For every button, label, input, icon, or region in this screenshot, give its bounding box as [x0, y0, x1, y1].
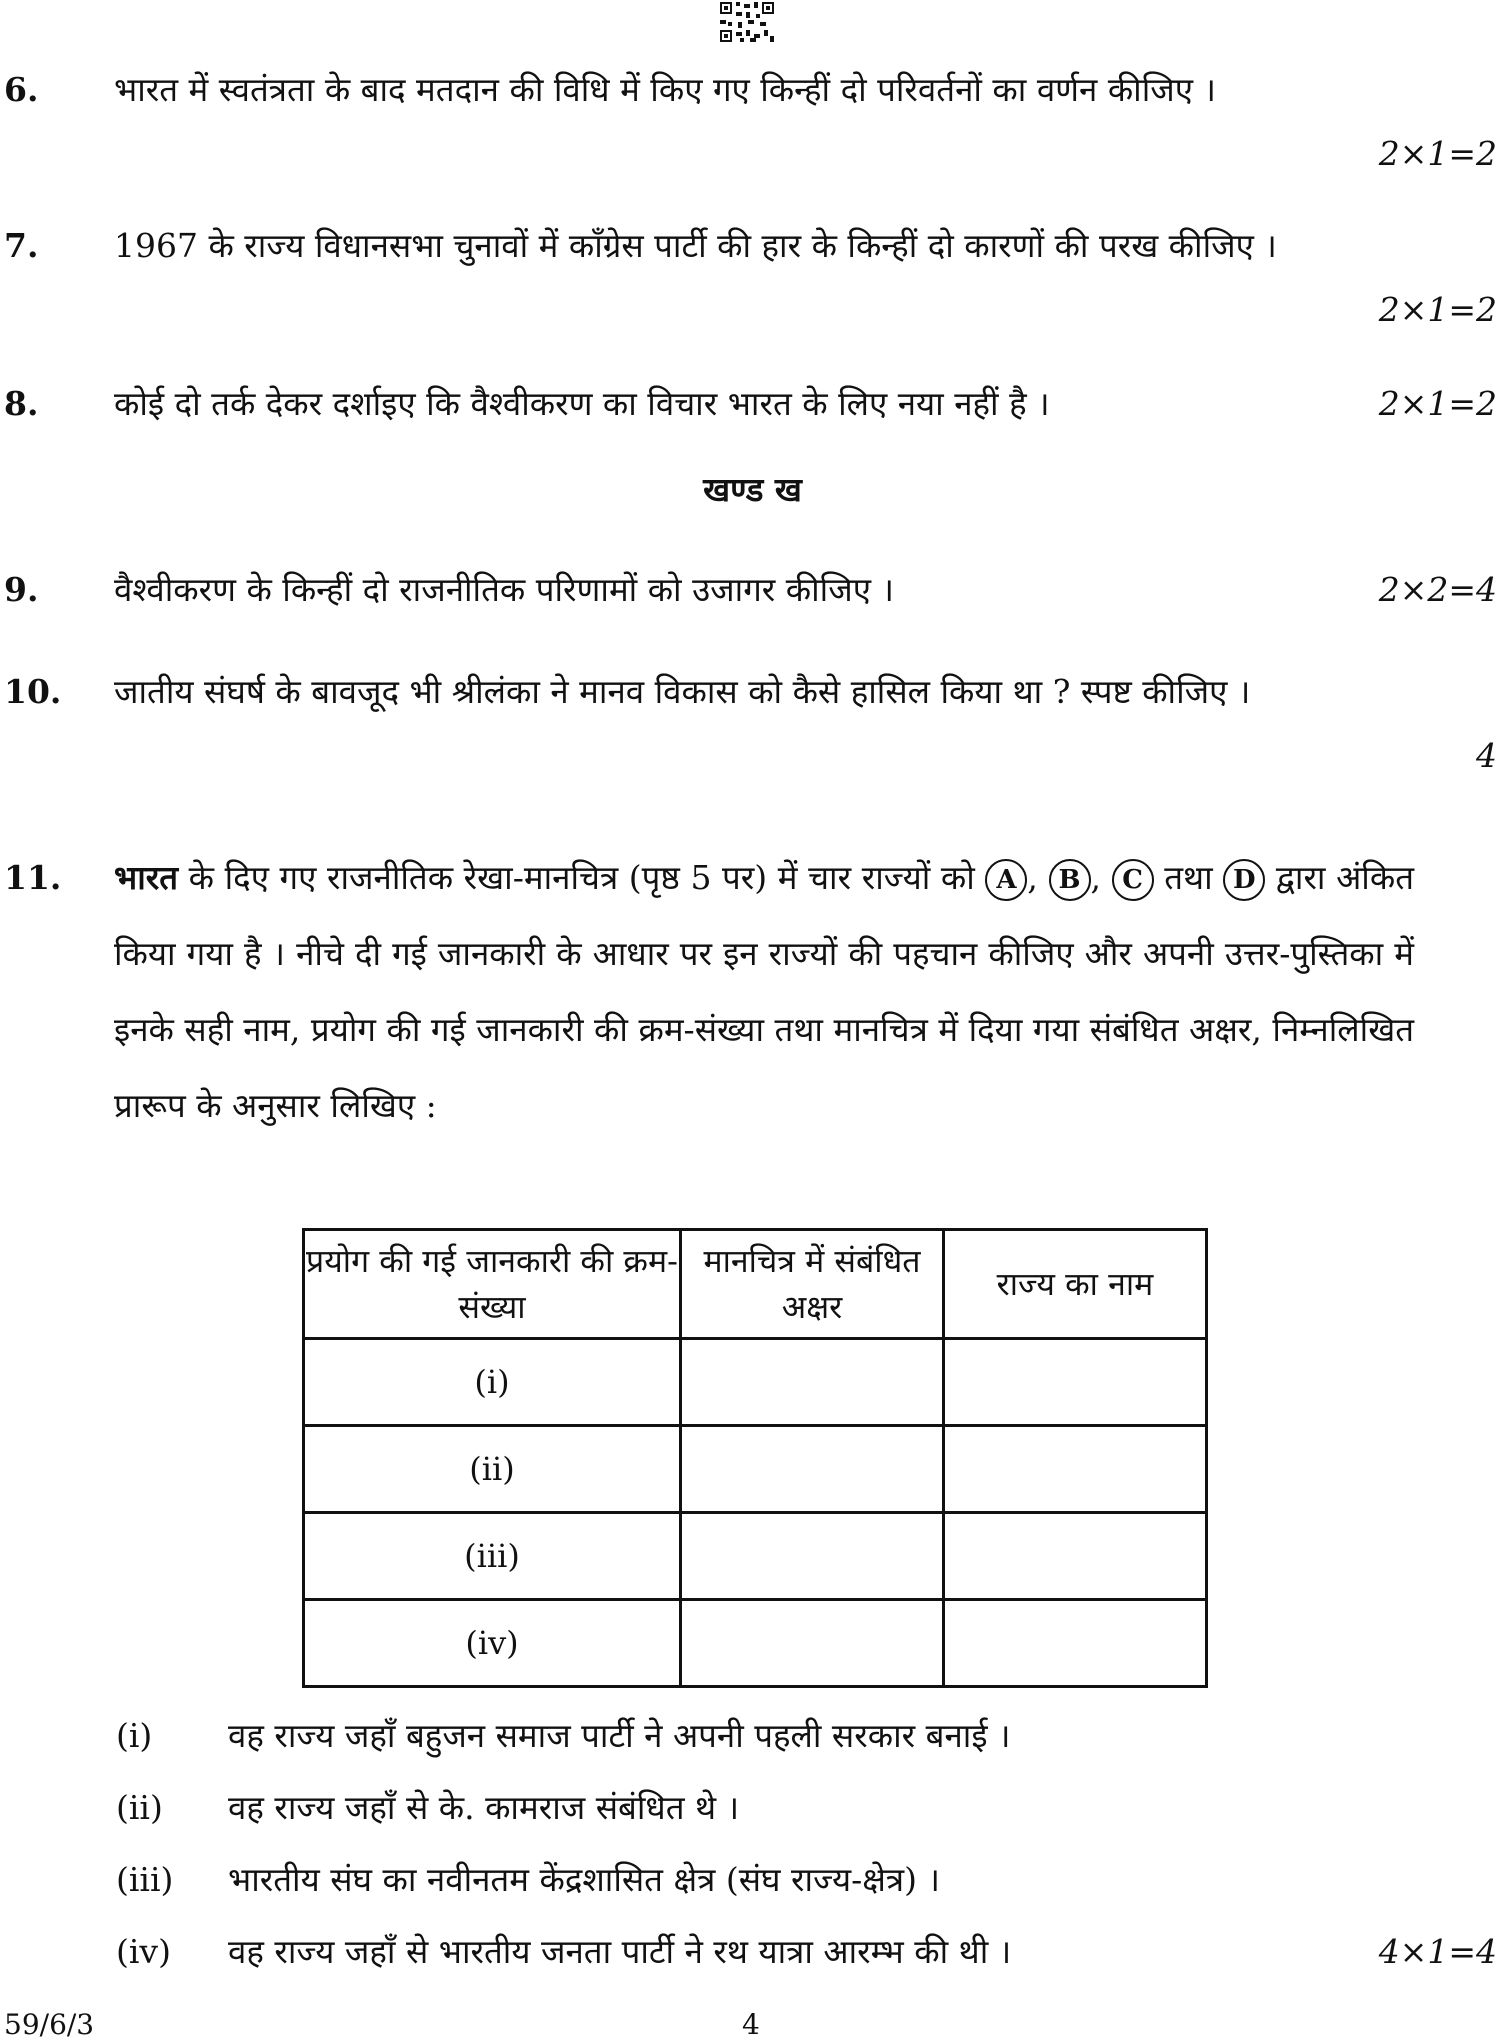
- answer-format-table: [302, 1228, 1208, 1688]
- column-header: मानचित्र में संबंधित अक्षर: [681, 1230, 944, 1339]
- q11-text-part1: के दिए गए राजनीतिक रेखा-मानचित्र (पृष्ठ 5 पर) में चार राज्यों को: [178, 858, 986, 897]
- question-11-text: भारत के दिए गए राजनीतिक रेखा-मानचित्र (पृष्ठ 5 पर) में चार राज्यों को A , B , C तथा D द्वारा अंकित किया गया है । नीचे दी गई जानकारी के आधार पर इन राज्यों की पहचान कीजिए और अपनी उत्तर-पुस्तिका में इनके सही नाम, प्रयोग की गई जानकारी की क्रम-संख्या तथा मानचित्र में दिया गया संबंधित अक्षर, निम्नलिखित प्रारूप के अनुसार लिखिए :: [114, 858, 1415, 1125]
- question-text: 1967 के राज्य विधानसभा चुनावों में काँग्रेस पार्टी की हार के किन्हीं दो कारणों की परख कीजिए ।: [114, 226, 1277, 265]
- table-row: [304, 1339, 1207, 1426]
- clue-text: भारतीय संघ का नवीनतम केंद्रशासित क्षेत्र (संघ राज्य-क्षेत्र) ।: [228, 1860, 940, 1899]
- letter-a-circle: A: [985, 859, 1027, 901]
- question-marks: 4×1=4: [1378, 1932, 1497, 1971]
- clue-text: वह राज्य जहाँ से भारतीय जनता पार्टी ने रथ यात्रा आरम्भ की थी ।: [228, 1932, 1012, 1971]
- question-text: भारत में स्वतंत्रता के बाद मतदान की विधि में किए गए किन्हीं दो परिवर्तनों का वर्णन कीजिए ।: [114, 70, 1216, 109]
- question-number: 10.: [4, 672, 62, 711]
- question-number: 9.: [4, 570, 39, 609]
- question-number: 11.: [4, 858, 62, 897]
- table-header-row: [304, 1230, 1207, 1339]
- table-row: [304, 1426, 1207, 1513]
- clue-number: (iv): [116, 1932, 171, 1971]
- q11-text-part2: तथा: [1164, 858, 1224, 897]
- clue-text: वह राज्य जहाँ बहुजन समाज पार्टी ने अपनी पहली सरकार बनाई ।: [228, 1716, 1011, 1755]
- section-heading: खण्ड ख: [703, 470, 802, 509]
- clue-number: (i): [116, 1716, 153, 1755]
- question-marks: 2×1=2: [1378, 134, 1497, 173]
- question-marks: 2×1=2: [1378, 384, 1497, 423]
- question-marks: 4: [1476, 736, 1497, 775]
- question-text: कोई दो तर्क देकर दर्शाइए कि वैश्वीकरण का विचार भारत के लिए नया नहीं है ।: [114, 384, 1050, 423]
- letter-b-circle: B: [1049, 859, 1091, 901]
- clue-number: (iii): [116, 1860, 174, 1899]
- table-cell: (i): [304, 1339, 681, 1426]
- table-cell: (ii): [304, 1426, 681, 1513]
- question-text: जातीय संघर्ष के बावजूद भी श्रीलंका ने मानव विकास को कैसे हासिल किया था ? स्पष्ट कीजिए ।: [114, 672, 1251, 711]
- column-header: प्रयोग की गई जानकारी की क्रम-संख्या: [304, 1230, 681, 1339]
- question-marks: 2×2=4: [1378, 570, 1497, 609]
- question-number: 7.: [4, 226, 39, 265]
- question-text: वैश्वीकरण के किन्हीं दो राजनीतिक परिणामों को उजागर कीजिए ।: [114, 570, 894, 609]
- map-country-name: भारत: [114, 858, 179, 897]
- column-header: राज्य का नाम: [944, 1230, 1207, 1339]
- clue-text: वह राज्य जहाँ से के. कामराज संबंधित थे ।: [228, 1788, 740, 1827]
- qr-code-icon: [718, 0, 776, 44]
- clue-number: (ii): [116, 1788, 163, 1827]
- paper-code: 59/6/3: [4, 2008, 95, 2041]
- question-number: 8.: [4, 384, 39, 423]
- table-cell: (iii): [304, 1513, 681, 1600]
- letter-d-circle: D: [1223, 859, 1265, 901]
- table-row: [304, 1513, 1207, 1600]
- q11-text-part3: द्वारा अंकित किया गया है । नीचे दी गई जानकारी के आधार पर इन राज्यों की पहचान कीजिए और अपनी उत्तर-पुस्तिका में इनके सही नाम, प्रयोग की गई जानकारी की क्रम-संख्या तथा मानचित्र में दिया गया संबंधित अक्षर, निम्नलिखित प्रारूप के अनुसार लिखिए :: [114, 858, 1415, 1125]
- question-number: 6.: [4, 70, 39, 109]
- question-marks: 2×1=2: [1378, 290, 1497, 329]
- table-cell: (iv): [304, 1600, 681, 1687]
- table-row: [304, 1600, 1207, 1687]
- page-number: 4: [742, 2008, 760, 2041]
- letter-c-circle: C: [1112, 859, 1154, 901]
